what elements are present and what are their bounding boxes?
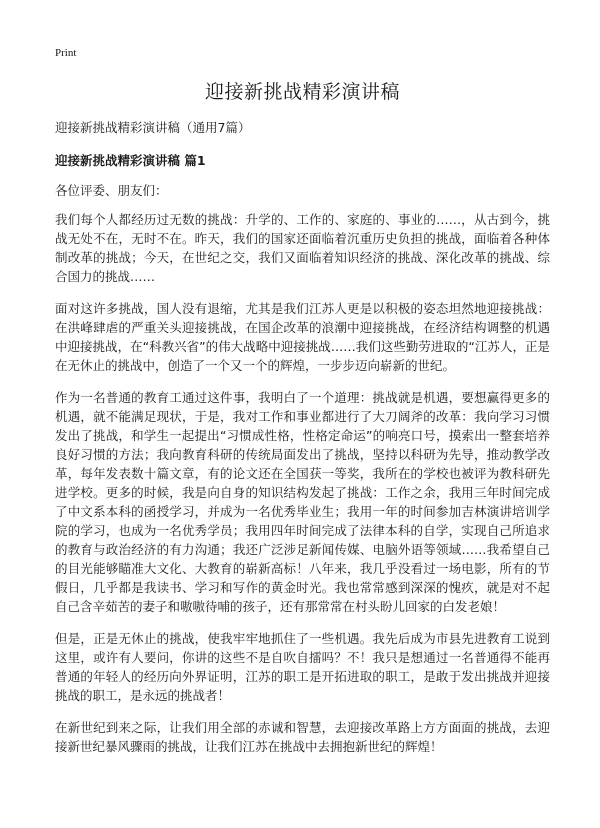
section-heading: 迎接新挑战精彩演讲稿 篇1 xyxy=(55,153,206,168)
paragraph-2: 面对这许多挑战，国人没有退缩，尤其是我们江苏人更是以积极的姿态坦然地迎接挑战：在洪峰肆虐的严重关头迎接挑战，在国企改革的浪潮中迎接挑战，在经济结构调整的机遇中迎接挑战，在“科教兴省”的伟大战略中迎接挑战……我们这些勤劳进取的“江苏人，正是在无休止的挑战中，创造了一个又一个的辉煌，一步步迈向崭新的世纪。 xyxy=(55,301,550,373)
document-title: 迎接新挑战精彩演讲稿 xyxy=(204,81,400,103)
document-subtitle: 迎接新挑战精彩演讲稿（通用7篇） xyxy=(55,120,251,135)
paragraph-5: 在新世纪到来之际，让我们用全部的赤诚和智慧，去迎接改革路上方方面面的挑战，去迎接新世纪暴风骤雨的挑战，让我们江苏在挑战中去拥抱新世纪的辉煌！ xyxy=(55,720,550,754)
print-label: Print xyxy=(55,47,77,59)
paragraph-4: 但是，正是无休止的挑战，使我牢牢地抓住了一些机遇。我先后成为市县先进教育工说到这里，或许有人要问，你讲的这些不是自吹自擂吗？不！我只是想通过一名普通得不能再普通的年轻人的经历向外界证明，江苏的职工是开拓进取的职工，是敢于发出挑战并迎接挑战的职工，是永远的挑战者！ xyxy=(55,631,550,703)
paragraph-3: 作为一名普通的教育工通过这件事，我明白了一个道理：挑战就是机遇，要想赢得更多的机遇，就不能满足现状，于是，我对工作和事业都进行了大刀阔斧的改革：我向学习习惯发出了挑战，和学生一起提出“习惯成性格，性格定命运”的响亮口号，摸索出一整套培养良好习惯的方法；我向教育科研的传统局面发出了挑战，坚持以科研为先导，推动教学改革，每年发表数十篇文章，有的论文还在全国获一等奖，我所在的学校也被评为教科研先进学校。更多的时候，我是向自身的知识结构发起了挑战：工作之余，我用三年时间完成了中文系本科的函授学习，并成为一名优秀毕业生；我用一年的时间参加吉林演讲培训学院的学习，也成为一名优秀学员；我用四年时间完成了法律本科的自学，实现自己所追求的教育与政治经济的有力沟通；我还广泛涉足新闻传媒、电脑外语等领域……我希望自己的目光能够瞄准大文化、大教育的崭新高标！八年来，我几乎没看过一场电影，所有的节假日，几乎都是我读书、学习和写作的黄金时光。我也常常感到深深的愧疚，就是对不起自己含辛茹苦的妻子和嗷嗷待哺的孩子，还有那常常在村头盼儿回家的白发老娘！ xyxy=(55,390,550,614)
greeting: 各位评委、朋友们： xyxy=(55,183,168,198)
paragraph-1: 我们每个人都经历过无数的挑战：升学的、工作的、家庭的、事业的……，从古到今，挑战无处不在，无时不在。昨天，我们的国家还面临着沉重历史负担的挑战，面临着各种体制改革的挑战；今天，在世纪之交，我们又面临着知识经济的挑战、深化改革的挑战、综合国力的挑战…… xyxy=(55,212,550,284)
document-body xyxy=(55,210,550,769)
